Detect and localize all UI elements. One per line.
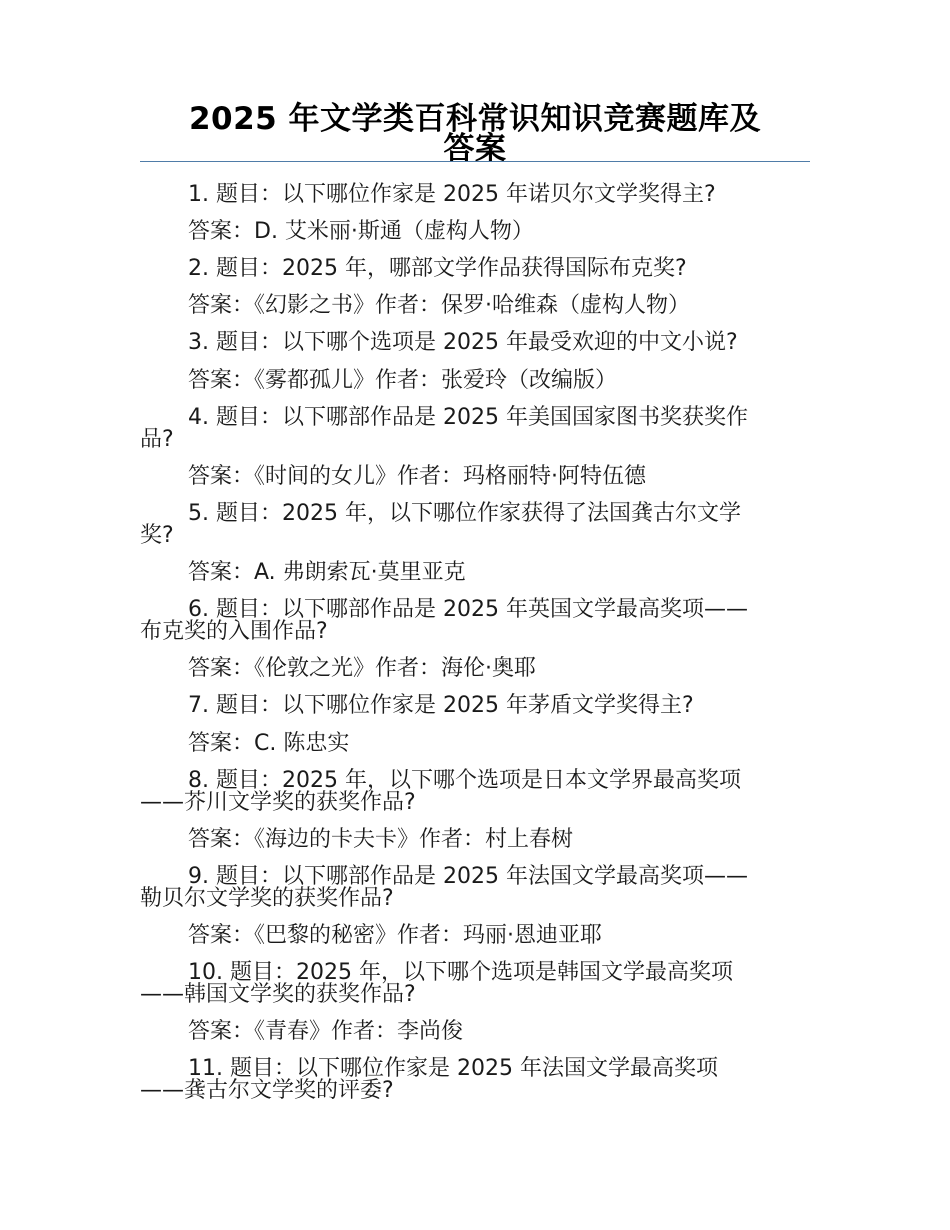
question-10-continued: ——韩国文学奖的获奖作品? — [140, 982, 416, 1007]
answer-1: 答案：D. 艾米丽·斯通（虚构人物） — [188, 219, 534, 244]
answer-10: 答案：《青春》作者：李尚俊 — [188, 1019, 464, 1044]
title-divider — [140, 161, 810, 162]
question-4: 4. 题目：以下哪部作品是 2025 年美国国家图书奖获奖作 — [188, 405, 748, 430]
question-9-continued: 勒贝尔文学奖的获奖作品? — [140, 886, 394, 911]
question-6-continued: 布克奖的入围作品? — [140, 619, 328, 644]
question-5-continued: 奖? — [140, 523, 174, 548]
question-8: 8. 题目：2025 年，以下哪个选项是日本文学界最高奖项 — [188, 768, 741, 793]
answer-6: 答案：《伦敦之光》作者：海伦·奥耶 — [188, 656, 536, 681]
question-11: 11. 题目：以下哪位作家是 2025 年法国文学最高奖项 — [188, 1056, 718, 1081]
answer-7: 答案：C. 陈忠实 — [188, 731, 350, 756]
question-6: 6. 题目：以下哪部作品是 2025 年英国文学最高奖项—— — [188, 597, 748, 622]
question-8-continued: ——芥川文学奖的获奖作品? — [140, 790, 416, 815]
answer-9: 答案：《巴黎的秘密》作者：玛丽·恩迪亚耶 — [188, 923, 602, 948]
question-1: 1. 题目：以下哪位作家是 2025 年诺贝尔文学奖得主? — [188, 182, 716, 207]
title-line-1: 2025 年文学类百科常识知识竞赛题库及 — [188, 101, 762, 137]
question-5: 5. 题目：2025 年，以下哪位作家获得了法国龚古尔文学 — [188, 501, 741, 526]
answer-5: 答案：A. 弗朗索瓦·莫里亚克 — [188, 560, 466, 585]
answer-3: 答案：《雾都孤儿》作者：张爱玲（改编版） — [188, 368, 618, 393]
document-title — [140, 101, 810, 167]
answer-2: 答案：《幻影之书》作者：保罗·哈维森（虚构人物） — [188, 293, 690, 318]
question-10: 10. 题目：2025 年，以下哪个选项是韩国文学最高奖项 — [188, 960, 733, 985]
answer-4: 答案：《时间的女儿》作者：玛格丽特·阿特伍德 — [188, 464, 646, 489]
question-7: 7. 题目：以下哪位作家是 2025 年茅盾文学奖得主? — [188, 693, 694, 718]
question-11-continued: ——龚古尔文学奖的评委? — [140, 1078, 394, 1103]
question-4-continued: 品? — [140, 427, 174, 452]
answer-8: 答案：《海边的卡夫卡》作者：村上春树 — [188, 827, 574, 852]
question-3: 3. 题目：以下哪个选项是 2025 年最受欢迎的中文小说? — [188, 330, 738, 355]
question-9: 9. 题目：以下哪部作品是 2025 年法国文学最高奖项—— — [188, 864, 748, 889]
question-2: 2. 题目：2025 年，哪部文学作品获得国际布克奖? — [188, 256, 687, 281]
title-line-2: 答案 — [443, 131, 507, 167]
